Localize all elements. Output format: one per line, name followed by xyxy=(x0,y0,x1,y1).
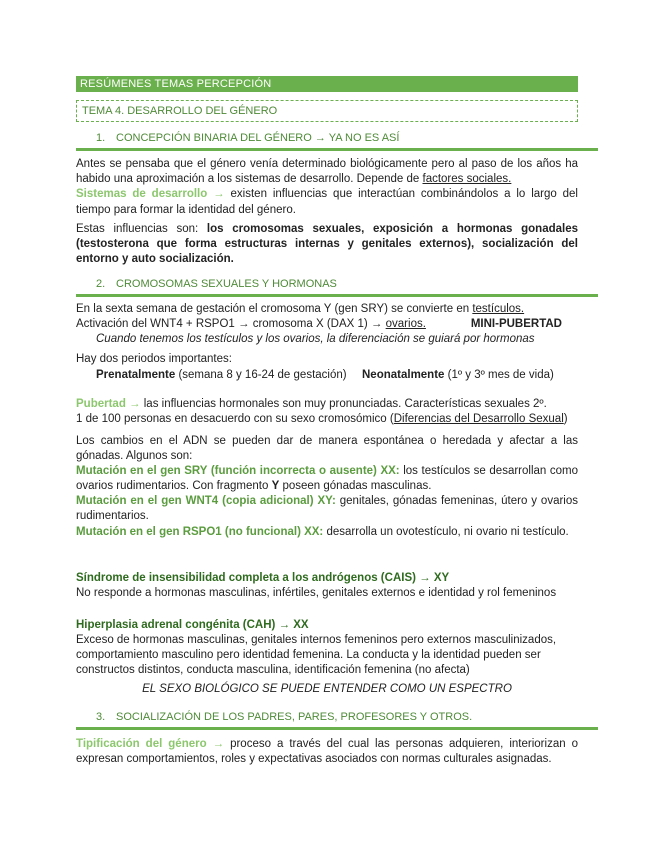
section-title: CROMOSOMAS SEXUALES Y HORMONAS xyxy=(116,278,337,290)
term-label: Pubertad → xyxy=(76,398,141,410)
activation-line: Activación del WNT4 + RSPO1 → cromosoma X (DAX 1) → ovarios. MINI-PUBERTAD xyxy=(76,317,578,332)
section-number: 1. xyxy=(96,132,106,144)
document-banner: RESÚMENES TEMAS PERCEPCIÓN xyxy=(76,76,578,92)
section-title: CONCEPCIÓN BINARIA DEL GÉNERO → YA NO ES ASÍ xyxy=(116,132,400,144)
cais-text: No responde a hormonas masculinas, infértiles, genitales externos e identidad y rol femeninos xyxy=(76,587,557,599)
term-label: Sistemas de desarrollo → xyxy=(76,188,225,201)
cah-text: Exceso de hormonas masculinas, genitales internos femeninos pero externos masculinizados, comportamiento masculino pero identidad femenina. La conducta y la identidad pueden ser constructos distintos, conducta masculina, identificación femenina (no afecta) xyxy=(76,634,557,677)
mini-pubertad-label: MINI-PUBERTAD xyxy=(470,318,562,330)
section-number: 3. xyxy=(96,711,106,723)
section-1-paragraph-2: Estas influencias son: los cromosomas sexuales, exposición a hormonas gonadales (testosterona que forma estructuras internas y genitales externos), socialización del entorno y auto socialización. xyxy=(76,223,579,266)
gestation-line: En la sexta semana de gestación el cromosoma Y (gen SRY) se convierte en testículos. xyxy=(76,303,525,315)
cah-title: Hiperplasia adrenal congénita (CAH) → XX xyxy=(76,619,309,631)
cais-title: Síndrome de insensibilidad completa a los andrógenos (CAIS) → XY xyxy=(76,572,450,584)
section-number: 2. xyxy=(96,278,106,290)
prenatal-period: Prenatalmente (semana 8 y 16-24 de gestación) xyxy=(96,369,347,381)
mutation-sry: Mutación en el gen SRY (función incorrecta o ausente) XX: los testículos se desarrollan como ovarios rudimentarios. Con fragmento Y poseen gónadas masculinas. xyxy=(76,465,578,493)
adn-paragraph: Los cambios en el ADN se pueden dar de manera espontánea o heredada y afectar a las gónadas. Algunos son: xyxy=(76,435,578,463)
section-1-heading xyxy=(76,131,598,151)
section-3-paragraph: Tipificación del género → proceso a través del cual las personas adquieren, interiorizan o expresan comportamientos, roles y expectativas asociados con normas culturales asignadas. xyxy=(76,738,578,766)
mutation-wnt4: Mutación en el gen WNT4 (copia adicional) XY: genitales, gónadas femeninas, útero y ovarios rudimentarios. xyxy=(76,495,579,523)
section-3-heading xyxy=(76,710,598,730)
periods-intro: Hay dos periodos importantes: xyxy=(76,353,232,365)
pubertad-line: Pubertad → las influencias hormonales son muy pronunciadas. Características sexuales 2º. xyxy=(76,398,547,410)
topic-title: TEMA 4. DESARROLLO DEL GÉNERO xyxy=(76,100,578,122)
mutation-rspo1: Mutación en el gen RSPO1 (no funcional) XX: desarrolla un ovotestículo, ni ovario ni testículo. xyxy=(76,526,569,538)
hormones-note: Cuando tenemos los testículos y los ovarios, la diferenciación se guiará por hormonas xyxy=(96,333,535,345)
section-1-paragraph-1: Antes se pensaba que el género venía determinado biológicamente pero al paso de los años ha habido una aproximación a los sistemas de desarrollo. Depende de factores sociales. Sistemas de desarrollo → existen influencias que interactúan combinándolos a lo largo del tiempo para formar la identidad del género. xyxy=(76,158,578,216)
section-2-heading xyxy=(76,277,598,297)
neonatal-period: Neonatalmente (1º y 3º mes de vida) xyxy=(362,369,554,381)
section-title: SOCIALIZACIÓN DE LOS PADRES, PARES, PROFESORES Y OTROS. xyxy=(116,711,473,723)
dsd-line: 1 de 100 personas en desacuerdo con su sexo cromosómico (Diferencias del Desarrollo Sexual) xyxy=(76,413,568,425)
term-label: Tipificación del género → xyxy=(76,738,225,750)
spectrum-note: EL SEXO BIOLÓGICO SE PUEDE ENTENDER COMO UN ESPECTRO xyxy=(142,683,512,695)
